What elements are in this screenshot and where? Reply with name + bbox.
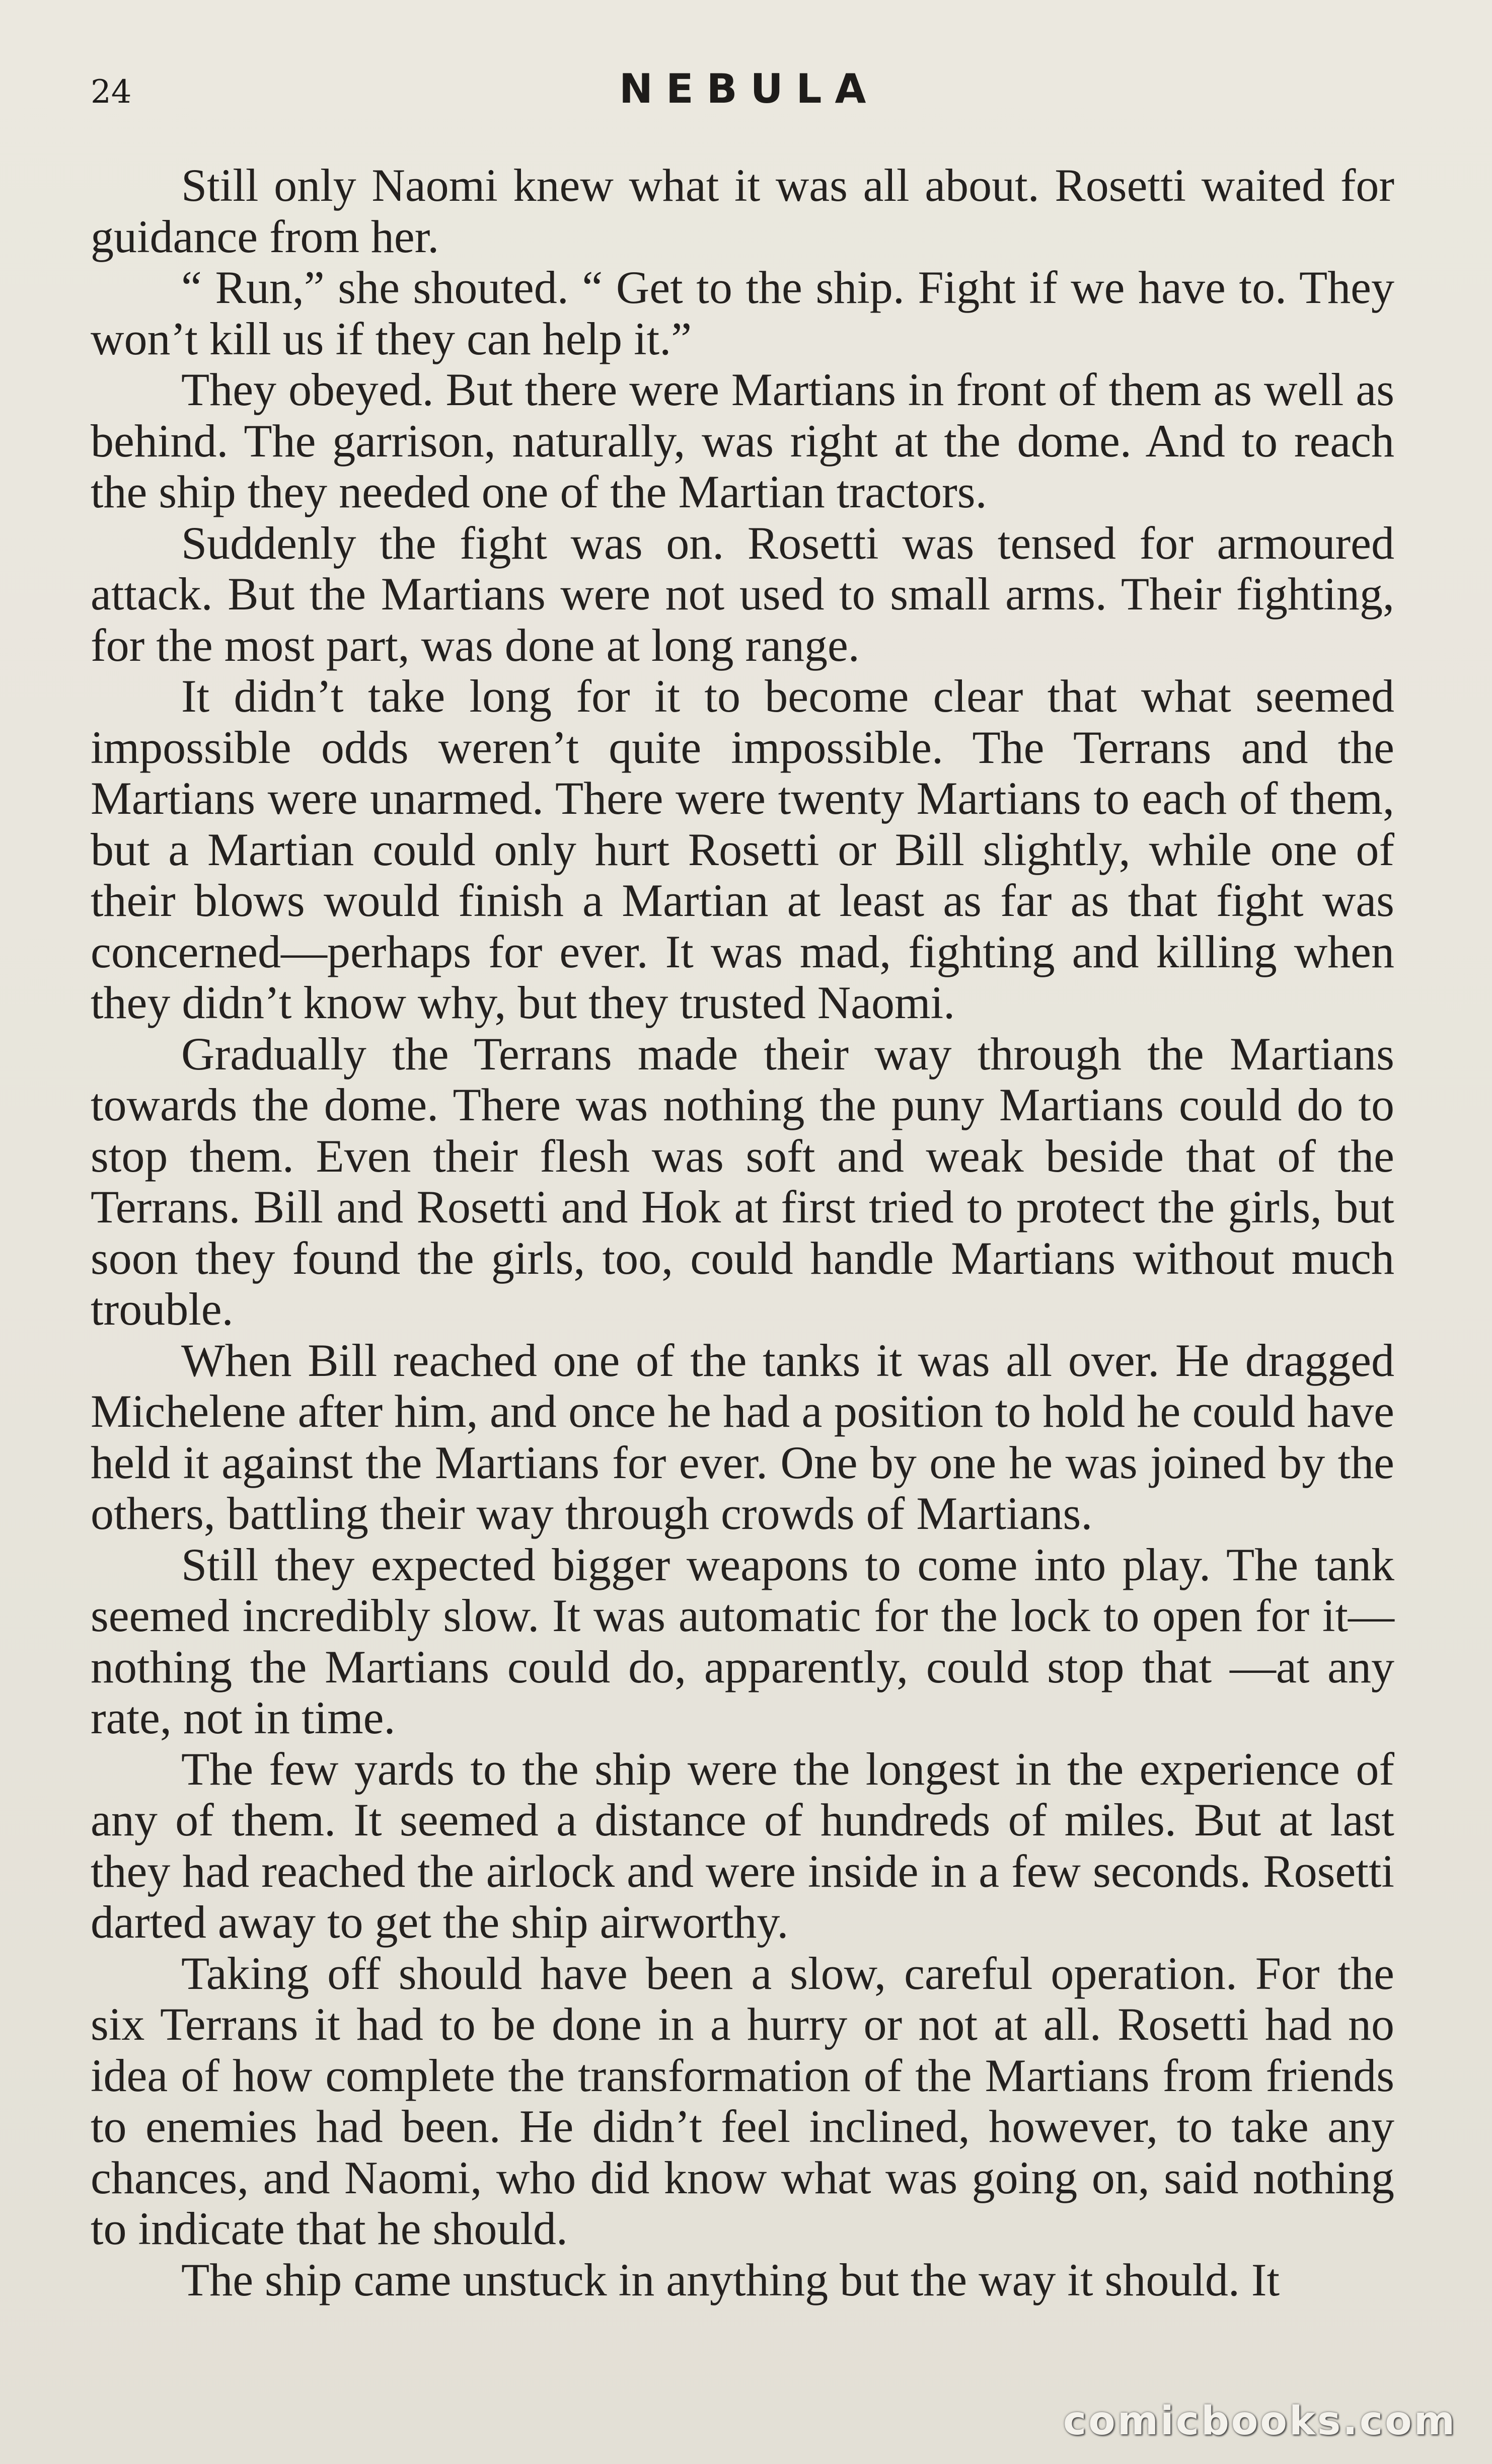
- paragraph: Taking off should have been a slow, careful operation. For the six Terrans it had to be done in a hurry or not at all. Rosetti had no idea of how complete the transformation of the Martians from friends to enemies had been. He didn’t feel inclined, however, to take any chances, and Naomi, who did know what was going on, said nothing to indicate that he should.: [91, 1947, 1394, 2254]
- paragraph: The ship came unstuck in anything but the way it should. It: [181, 2254, 1280, 2305]
- paragraph: Still they expected bigger weapons to come into play. The tank seemed incredibly slow. It was automatic for the lock to open for it—nothing the Martians could do, apparently, could stop that —at any rate, not in time.: [91, 1538, 1394, 1743]
- paragraph: Gradually the Terrans made their way through the Martians towards the dome. There was nothing the puny Martians could do to stop them. Even their flesh was soft and weak beside that of the Terrans. Bill and Rosetti and Hok at first tried to protect the girls, but soon they found the girls, too, could handle Martians without much trouble.: [91, 1028, 1394, 1335]
- paragraph: It didn’t take long for it to become clear that what seemed impossible odds weren’t quite impossible. The Terrans and the Martians were unarmed. There were twenty Martians to each of them, but a Martian could only hurt Rosetti or Bill slightly, while one of their blows would finish a Martian at least as far as that fight was concerned—perhaps for ever. It was mad, fighting and killing when they didn’t know why, but they trusted Naomi.: [91, 670, 1394, 1028]
- running-title: NEBULA: [619, 65, 879, 112]
- watermark: comicbooks.com: [1063, 2399, 1457, 2444]
- story-text: [91, 160, 1394, 2305]
- paragraph: They obeyed. But there were Martians in front of them as well as behind. The garrison, naturally, was right at the dome. And to reach the ship they needed one of the Martian tractors.: [91, 364, 1394, 517]
- paragraph: Still only Naomi knew what it was all about. Rosetti waited for guidance from her.: [91, 160, 1394, 262]
- paragraph: When Bill reached one of the tanks it was all over. He dragged Michelene after him, and once he had a position to hold he could have held it against the Martians for ever. One by one he was joined by the others, battling their way through crowds of Martians.: [91, 1334, 1394, 1539]
- paragraph: “ Run,” she shouted. “ Get to the ship. Fight if we have to. They won’t kill us if they can help it.”: [91, 262, 1394, 364]
- page-header: [91, 65, 1399, 121]
- page-number: 24: [91, 73, 132, 111]
- paragraph: Suddenly the fight was on. Rosetti was tensed for armoured attack. But the Martians were not used to small arms. Their fighting, for the most part, was done at long range.: [91, 517, 1394, 671]
- paragraph: The few yards to the ship were the longest in the experience of any of them. It seemed a distance of hundreds of miles. But at last they had reached the airlock and were inside in a few seconds. Rosetti darted away to get the ship airworthy.: [91, 1743, 1394, 1948]
